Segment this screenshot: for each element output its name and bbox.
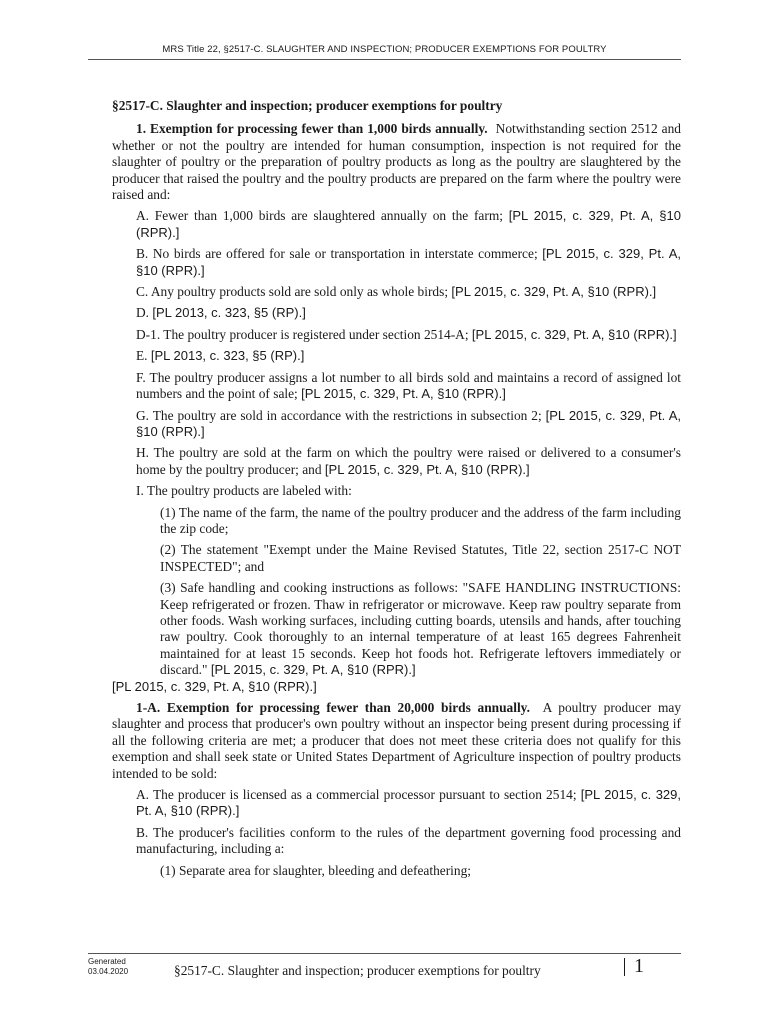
paragraph-h	[112, 445, 681, 478]
citation: [PL 2013, c. 323, §5 (RP).]	[150, 348, 305, 364]
generated-label: Generated	[88, 957, 126, 966]
paragraph-d	[112, 305, 681, 321]
paragraph-text: D-1. The poultry producer is registered under section 2514-A;	[136, 326, 472, 342]
citation: [PL 2015, c. 329, Pt. A, §10 (RPR).]	[324, 461, 530, 477]
page-number: 1	[634, 955, 644, 977]
citation: [PL 2015, c. 329, Pt. A, §10 (RPR).]	[136, 407, 681, 439]
paragraph-d-1	[112, 327, 681, 343]
page-number-divider	[624, 958, 625, 976]
paragraph-b	[112, 246, 681, 279]
running-header: MRS Title 22, §2517-C. SLAUGHTER AND INSPECTION; PRODUCER EXEMPTIONS FOR POULTRY	[162, 44, 607, 55]
generated-stamp	[88, 957, 128, 977]
citation: [PL 2015, c. 329, Pt. A, §10 (RPR).]	[471, 326, 677, 342]
paragraph-text: A. Fewer than 1,000 birds are slaughtered annually on the farm;	[136, 208, 509, 224]
citation: [PL 2015, c. 329, Pt. A, §10 (RPR).]	[451, 284, 657, 300]
header-rule	[88, 59, 681, 60]
paragraph-text: H. The poultry are sold at the farm on which the poultry were raised or delivered to a consumer's home by the poultry producer; and	[136, 445, 681, 477]
subsection-1	[112, 121, 681, 203]
paragraph-text: C. Any poultry products sold are sold only as whole birds;	[136, 284, 452, 300]
label-item-3	[112, 580, 681, 678]
label-item-2	[112, 542, 681, 575]
item-text: (3) Safe handling and cooking instructions as follows: "SAFE HANDLING INSTRUCTIONS: Keep refrigerated or frozen. Thaw in refrigerator or microwave. Keep raw poultry separate from other foods. Wash working surfaces, including cutting boards, utensils and hands, after touching raw poultry. Cook thoroughly to an internal temperature of at least 165 degrees Fahrenheit maintained for at least 15 seconds. Keep hot foods hot. Refrigerate leftovers immediately or discard."	[160, 580, 681, 678]
subsection-1-a-text: A poultry producer may slaughter and process that producer's own poultry without an inspector being present during processing if all the following criteria are met; a producer that does not meet these criteria does not qualify for this exemption and shall seek state or United States Department of Agriculture inspection of poultry products intended to be sold:	[112, 700, 682, 781]
paragraph-1a-b	[112, 825, 681, 858]
generated-date: 03.04.2020	[88, 967, 129, 976]
item-text: (2) The statement "Exempt under the Maine Revised Statutes, Title 22, section 2517-C NOT INSPECTED"; and	[160, 542, 681, 574]
facility-item-1	[112, 863, 681, 879]
subsection-1-a	[112, 700, 681, 782]
subsection-1-text: Notwithstanding section 2512 and whether or not the poultry are intended for human consumption, inspection is not required for the slaughter of poultry or the preparation of poultry products as long as the poultry are slaughtered by the producer that raised the poultry and the poultry products are prepared on the farm where the poultry were raised and:	[112, 121, 681, 203]
paragraph-1a-a	[112, 787, 681, 820]
paragraph-c	[112, 284, 681, 300]
citation: [PL 2015, c. 329, Pt. A, §10 (RPR).]	[301, 386, 506, 402]
citation: [PL 2013, c. 323, §5 (RP).]	[152, 305, 306, 321]
paragraph-text: G. The poultry are sold in accordance with the restrictions in subsection 2;	[136, 407, 546, 423]
citation: [PL 2015, c. 329, Pt. A, §10 (RPR).]	[136, 787, 682, 819]
citation: [PL 2015, c. 329, Pt. A, §10 (RPR).]	[136, 246, 681, 278]
paragraph-text: B. The producer's facilities conform to the rules of the department governing food processing and manufacturing, including a:	[136, 824, 681, 857]
label-item-1	[112, 505, 681, 538]
item-text: (1) The name of the farm, the name of the poultry producer and the address of the farm including the zip code;	[160, 504, 681, 536]
document-body	[112, 98, 681, 884]
paragraph-text: D.	[136, 305, 153, 321]
paragraph-f	[112, 370, 681, 403]
footer-rule	[88, 953, 681, 954]
paragraph-text: A. The producer is licensed as a commercial processor pursuant to section 2514;	[136, 787, 581, 803]
section-title: §2517-C. Slaughter and inspection; producer exemptions for poultry	[112, 98, 503, 113]
citation: [PL 2015, c. 329, Pt. A, §10 (RPR).]	[210, 662, 416, 678]
paragraph-text: F. The poultry producer assigns a lot number to all birds sold and maintains a record of assigned lot numbers and the point of sale;	[136, 369, 681, 402]
paragraph-a	[112, 208, 681, 241]
citation: [PL 2015, c. 329, Pt. A, §10 (RPR).]	[136, 208, 682, 240]
item-text: (1) Separate area for slaughter, bleeding and defeathering;	[160, 862, 472, 878]
subsection-1-heading: 1. Exemption for processing fewer than 1,000 birds annually.	[136, 121, 488, 137]
footer-section-title: §2517-C. Slaughter and inspection; producer exemptions for poultry	[174, 963, 541, 978]
paragraph-g	[112, 408, 681, 441]
paragraph-i	[112, 483, 681, 499]
paragraph-e	[112, 348, 681, 364]
paragraph-text: E.	[136, 348, 151, 364]
subsection-1-a-heading: 1-A. Exemption for processing fewer than 20,000 birds annually.	[136, 700, 530, 715]
paragraph-text: B. No birds are offered for sale or transportation in interstate commerce;	[136, 246, 543, 262]
subsection-1-closing-citation: [PL 2015, c. 329, Pt. A, §10 (RPR).]	[112, 678, 317, 694]
paragraph-text: I. The poultry products are labeled with:	[136, 483, 352, 499]
